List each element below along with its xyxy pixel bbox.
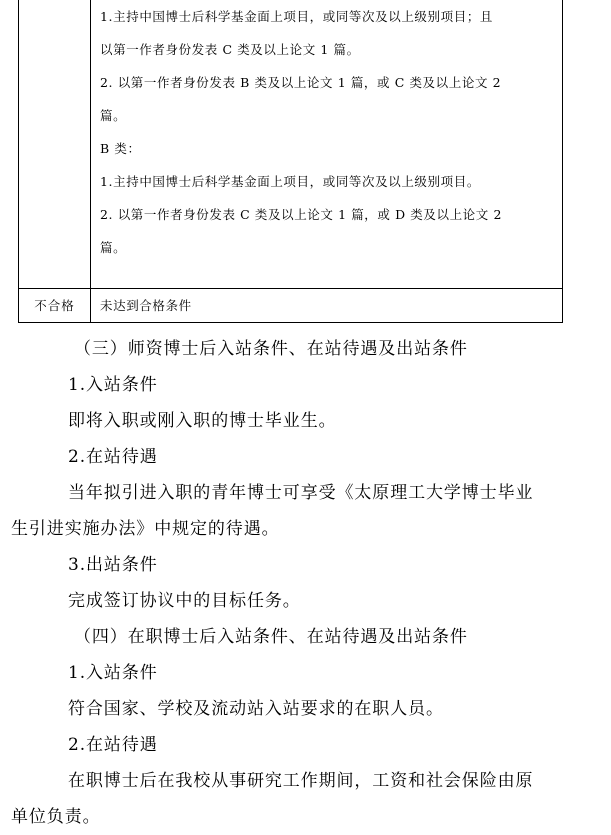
table-cell-criteria <box>91 0 563 289</box>
subsection-heading: 2.在站待遇 <box>68 735 158 755</box>
paragraph: 完成签订协议中的目标任务。 <box>68 591 301 611</box>
criteria-line: 篇。 <box>100 108 127 123</box>
evaluation-table <box>18 0 563 323</box>
paragraph-continuation: 生引进实施办法》中规定的待遇。 <box>11 519 280 539</box>
grade-label-cell <box>19 289 91 323</box>
criteria-line: B 类： <box>100 141 141 156</box>
subsection-heading: 2.在站待遇 <box>68 447 158 467</box>
grade-value-cell <box>91 289 563 323</box>
section-heading: （四）在职博士后入站条件、在站待遇及出站条件 <box>74 627 468 647</box>
section-heading: （三）师资博士后入站条件、在站待遇及出站条件 <box>74 339 468 359</box>
paragraph: 当年拟引进入职的青年博士可享受《太原理工大学博士毕业 <box>68 483 534 503</box>
criteria-line: 篇。 <box>100 240 127 255</box>
grade-label: 不合格 <box>34 298 75 313</box>
table-cell-empty <box>19 0 91 289</box>
criteria-line: 2. 以第一作者身份发表 B 类及以上论文 1 篇，或 C 类及以上论文 2 <box>100 75 502 90</box>
subsection-heading: 1.入站条件 <box>68 663 158 683</box>
subsection-heading: 1.入站条件 <box>68 375 158 395</box>
document-body <box>11 331 588 835</box>
criteria-line: 2. 以第一作者身份发表 C 类及以上论文 1 篇，或 D 类及以上论文 2 <box>100 207 503 222</box>
table-row <box>19 0 563 289</box>
criteria-line: 1.主持中国博士后科学基金面上项目，或同等次及以上级别项目；且 <box>100 9 494 24</box>
subsection-heading: 3.出站条件 <box>68 555 158 575</box>
grade-value: 未达到合格条件 <box>100 298 192 313</box>
paragraph-continuation: 单位负责。 <box>11 807 101 827</box>
paragraph: 在职博士后在我校从事研究工作期间，工资和社会保险由原 <box>68 771 534 791</box>
table-row <box>19 289 563 323</box>
paragraph: 符合国家、学校及流动站入站要求的在职人员。 <box>68 699 444 719</box>
criteria-line: 以第一作者身份发表 C 类及以上论文 1 篇。 <box>100 42 360 57</box>
paragraph: 即将入职或刚入职的博士毕业生。 <box>68 411 337 431</box>
criteria-line: 1.主持中国博士后科学基金面上项目，或同等次及以上级别项目。 <box>100 174 480 189</box>
